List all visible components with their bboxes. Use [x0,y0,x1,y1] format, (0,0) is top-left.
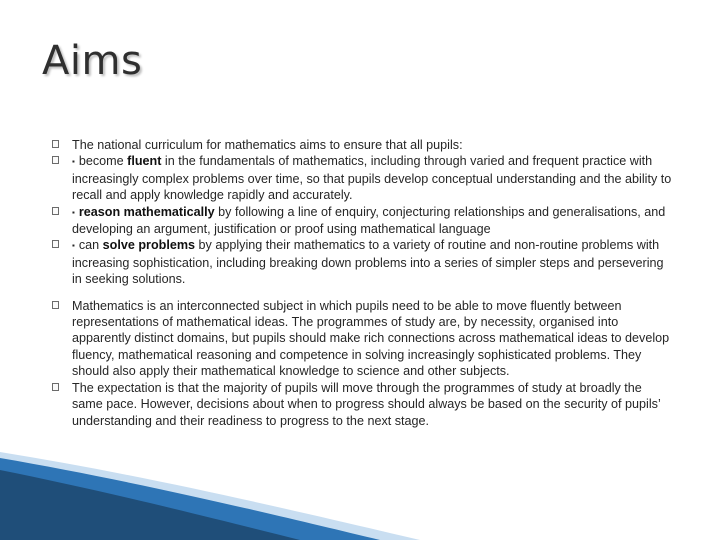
bullet-text-pre: become [78,154,128,169]
square-marker-icon: ▪ [72,207,75,217]
bullet-text: Mathematics is an interconnected subject in which pupils need to be able to move fluently between representations of mathematical ideas. The programmes of study are, by necessity, organised into apparently distinct domains, but pupils should make rich connections across mathematical ideas to develop fluency, mathematical reasoning and competence in solving increasingly sophisticated problems. They should also apply their mathematical knowledge to science and other subjects. [72,298,670,379]
bullet-text-post: by applying their mathematics to a variety of routine and non-routine problems with increasing sophistication, including breaking down problems into a series of simpler steps and persevering in seeking solutions. [72,238,664,287]
bullet-text-bold: reason mathematically [78,204,215,219]
bullet-text-post: in the fundamentals of mathematics, including through varied and frequent practice with increasingly complex problems over time, so that pupils develop conceptual understanding and the ability to recall and apply knowledge rapidly and accurately. [72,154,672,203]
square-marker-icon: ▪ [72,157,75,167]
bullet-text: The national curriculum for mathematics aims to ensure that all pupils: [72,138,463,152]
bullet-text-pre: can [78,238,103,253]
square-marker-icon: ▪ [72,241,75,251]
slide-title: Aims [42,38,143,84]
bullet-text-bold: fluent [127,154,162,169]
bullet-text-bold: solve problems [102,238,196,253]
bullet-text: The expectation is that the majority of pupils will move through the programmes of study at broadly the same pace. However, decisions about when to progress should always be based on the security of pupils’ understanding and their readiness to progress to the next stage. [72,380,661,428]
bullet-text-post: by following a line of enquiry, conjecturing relationships and generalisations, and developing an argument, justification or proof using mathematical language [72,204,666,237]
